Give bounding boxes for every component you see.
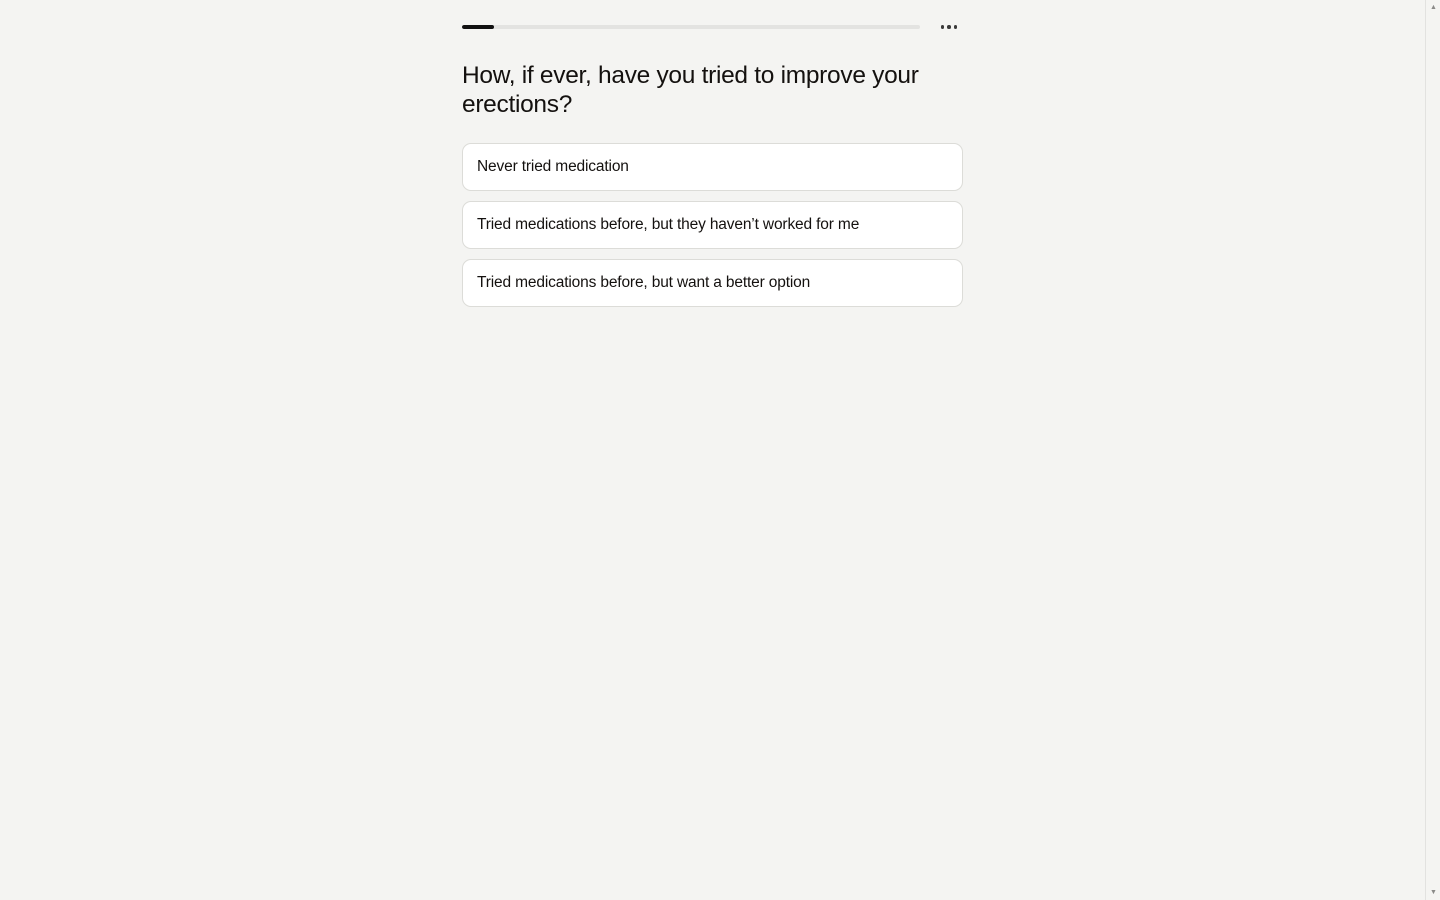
progress-track [462, 25, 920, 29]
progress-bar-row [462, 14, 962, 40]
scroll-up-icon[interactable]: ▲ [1430, 4, 1437, 11]
progress-fill [462, 25, 494, 29]
scroll-down-icon[interactable]: ▼ [1430, 889, 1437, 896]
answer-option-label: Tried medications before, but want a better option [477, 274, 811, 291]
question-title: How, if ever, have you tried to improve your erections? [462, 62, 919, 118]
dot-1 [941, 25, 945, 29]
answer-options-list [462, 143, 963, 317]
dot-2 [947, 25, 951, 29]
dot-3 [954, 25, 958, 29]
answer-option-label: Tried medications before, but they haven’t worked for me [477, 216, 860, 233]
answer-option-label: Never tried medication [477, 158, 629, 175]
answer-option-3[interactable] [462, 259, 963, 307]
vertical-scrollbar[interactable] [1425, 0, 1440, 900]
answer-option-2[interactable] [462, 201, 963, 249]
more-options-icon[interactable] [936, 14, 962, 40]
answer-option-1[interactable] [462, 143, 963, 191]
